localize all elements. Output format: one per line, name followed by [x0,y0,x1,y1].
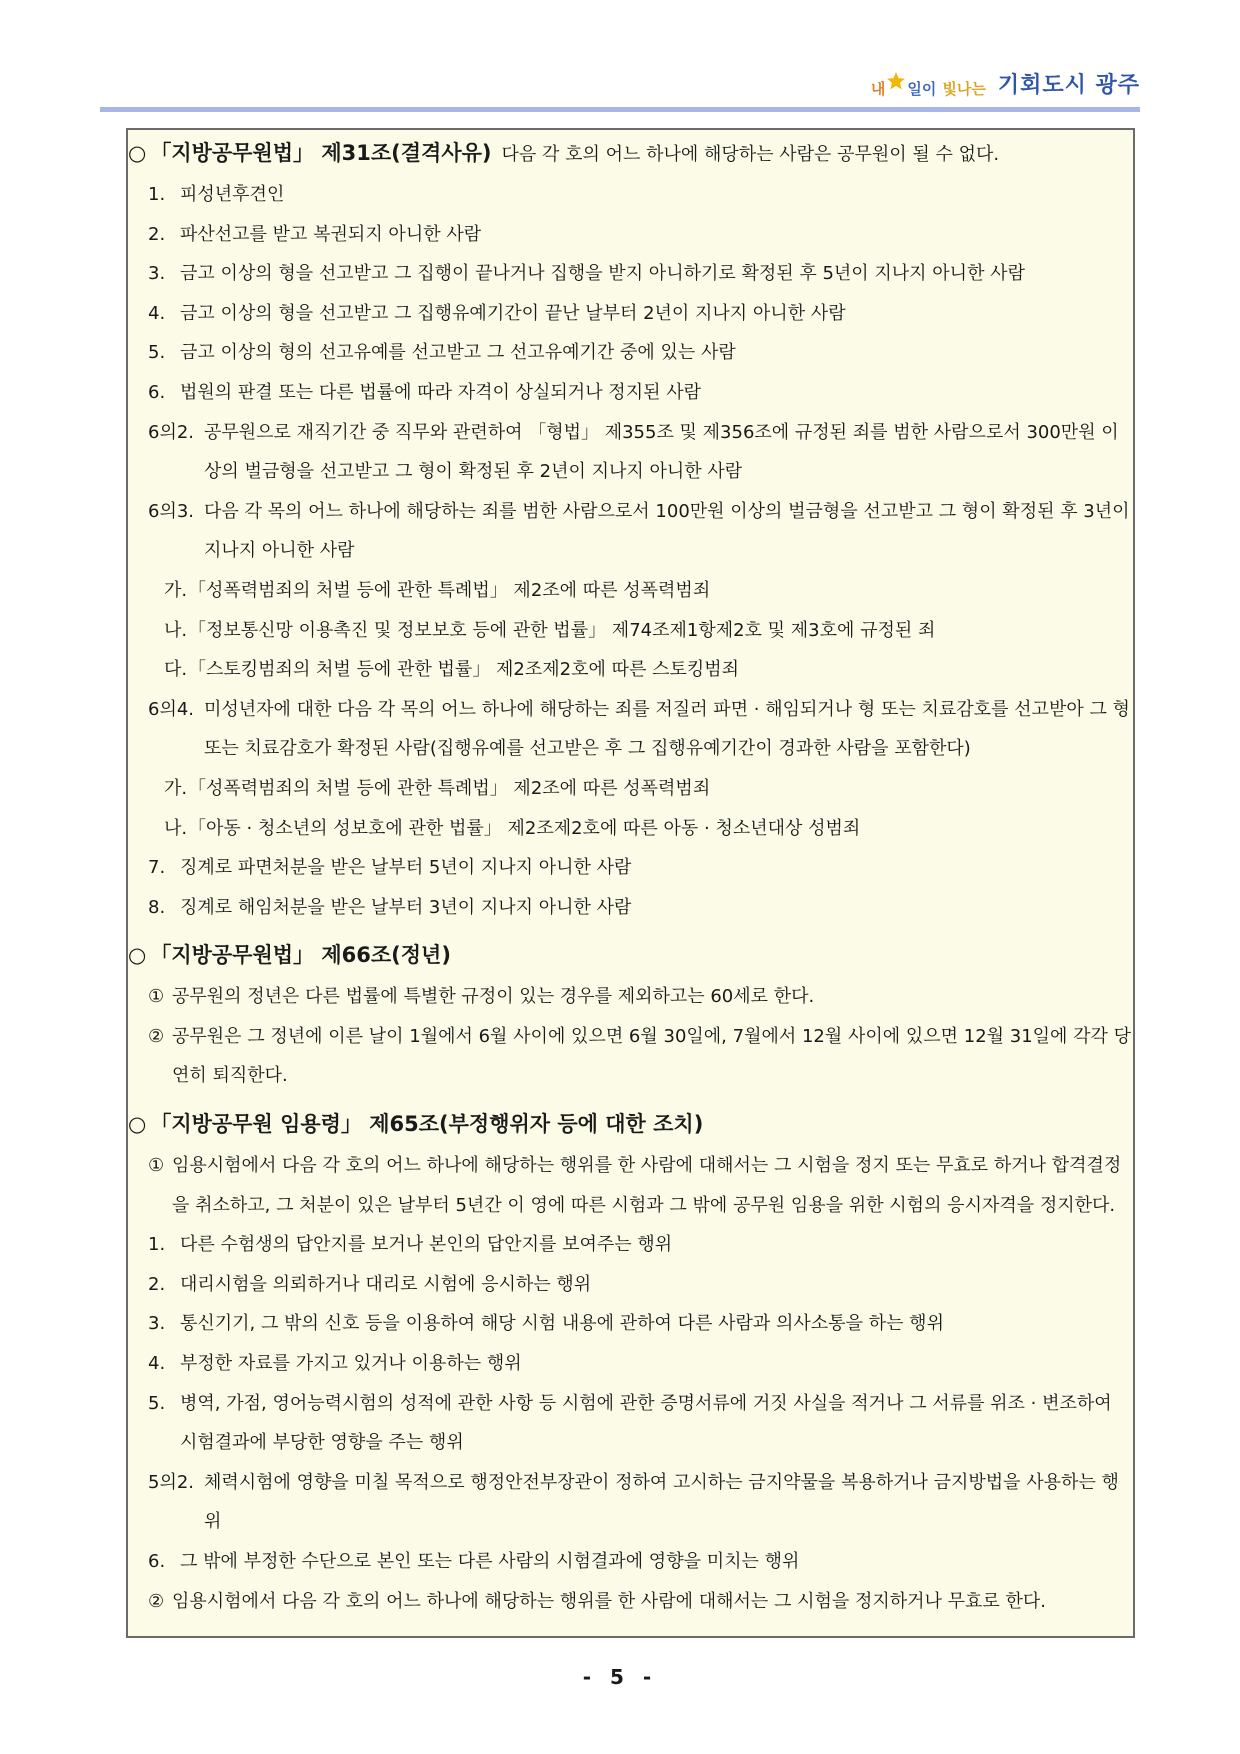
item-number: 1. [148,1234,166,1256]
item-number: 가. [164,579,188,601]
item-number: 가. [164,777,188,799]
item-text: 부정한 자료를 가지고 있거나 이용하는 행위 [180,1353,522,1375]
page-number: - 5 - [582,1665,658,1689]
star-icon [886,71,906,91]
item-text: 금고 이상의 형을 선고받고 그 집행유예기간이 끝난 날부터 2년이 지나지 아니한 사람 [180,302,846,324]
item-number: 1. [148,184,166,205]
item-number: 2. [148,223,166,245]
item-number: 나. [164,817,188,839]
list-item [128,1384,1134,1463]
item-number: ② [148,1590,165,1612]
list-item [128,690,1134,769]
list-item [128,1542,1134,1582]
item-text: 파산선고를 받고 복권되지 아니한 사람 [180,223,482,245]
item-number: 4. [148,302,166,324]
item-text: 다음 각 목의 어느 하나에 해당하는 죄를 범한 사람으로서 100만원 이상의 벌금형을 선고받고 그 형이 확정된 후 3년이 지나지 아니한 사람 [204,500,1130,562]
list-item [128,650,1134,690]
item-number: 5의2. [148,1471,195,1493]
slogan-part3: 빛나는 [942,80,986,98]
section-heading [128,135,1134,171]
section-3 [128,1106,1134,1621]
item-text: 징계로 해임처분을 받은 날부터 3년이 지나지 아니한 사람 [180,896,632,918]
bullet-circle-icon: ○ [128,141,147,165]
item-number: 5. [148,1392,166,1414]
list-item [128,888,1134,928]
section-title-tail: 다음 각 호의 어느 하나에 해당하는 사람은 공무원이 될 수 없다. [501,144,1000,165]
item-number: 7. [148,857,166,879]
list-item [128,809,1134,849]
list-item [128,1017,1134,1096]
slogan-part1: 내 [870,80,886,98]
item-number: 3. [148,263,166,285]
list-item [128,1582,1134,1622]
item-text: 미성년자에 대한 다음 각 목의 어느 하나에 해당하는 죄를 저질러 파면 · 해임되거나 형 또는 치료감호를 선고받아 그 형 또는 치료감호가 확정된 사람(집행유예를 선고받은 후 그 집행유예기간이 경과한 사람을 포함한다) [204,698,1130,760]
slogan [871,71,986,99]
item-number: 다. [164,659,188,681]
item-number: 6. [148,1551,166,1572]
section-title: 「지방공무원법」 제31조(결격사유) [150,141,492,165]
list-item [128,1304,1134,1344]
item-number: 6의4. [148,698,195,720]
section-heading [128,1106,1134,1142]
item-number: 6의2. [148,421,195,443]
item-text: 임용시험에서 다음 각 호의 어느 하나에 해당하는 행위를 한 사람에 대해서는 그 시험을 정지 또는 무효로 하거나 합격결정을 취소하고, 그 처분이 있은 날부터 5년간 이 영에 따른 시험과 그 밖에 공무원 임용을 위한 시험의 응시자격을 정지한다. [172,1155,1122,1216]
item-number: 4. [148,1353,166,1375]
item-text: 피성년후견인 [180,184,285,205]
item-number: 5. [148,342,166,364]
list-item [128,1146,1134,1225]
list-item [128,571,1134,611]
list-item [128,215,1134,255]
section-title: 「지방공무원 임용령」 제65조(부정행위자 등에 대한 조치) [150,1112,704,1137]
item-number: 3. [148,1313,166,1335]
item-number: ① [148,1155,165,1177]
item-number: 6. [148,381,166,403]
city-name: 기회도시 광주 [997,73,1140,98]
list-item [128,254,1134,294]
item-text: 법원의 판결 또는 다른 법률에 따라 자격이 상실되거나 정지된 사람 [180,381,701,403]
item-number: ① [148,986,165,1008]
header-logo [871,68,1140,99]
bullet-circle-icon: ○ [128,943,147,968]
item-text: 체력시험에 영향을 미칠 목적으로 행정안전부장관이 정하여 고시하는 금지약물을 복용하거나 금지방법을 사용하는 행위 [204,1471,1119,1533]
item-text: 「정보통신망 이용촉진 및 정보보호 등에 관한 법률」 제74조제1항제2호 및 제3호에 규정된 죄 [188,619,936,641]
list-item [128,977,1134,1017]
item-text: 징계로 파면처분을 받은 날부터 5년이 지나지 아니한 사람 [180,857,632,879]
item-text: 금고 이상의 형을 선고받고 그 집행이 끝나거나 집행을 받지 아니하기로 확정된 후 5년이 지나지 아니한 사람 [180,263,1025,285]
list-item [128,175,1134,215]
slogan-part2: 일이 [907,80,937,98]
item-text: 대리시험을 의뢰하거나 대리로 시험에 응시하는 행위 [180,1273,592,1295]
item-text: 「성폭력범죄의 처벌 등에 관한 특례법」 제2조에 따른 성폭력범죄 [188,579,711,601]
section-heading [128,937,1134,973]
item-text: 다른 수험생의 답안지를 보거나 본인의 답안지를 보여주는 행위 [180,1234,673,1256]
item-text: 「스토킹범죄의 처벌 등에 관한 법률」 제2조제2호에 따른 스토킹범죄 [188,659,740,681]
section-title: 「지방공무원법」 제66조(정년) [150,943,451,968]
item-text: 그 밖에 부정한 수단으로 본인 또는 다른 사람의 시험결과에 영향을 미치는 행위 [180,1551,800,1572]
section-2 [128,937,1134,1096]
list-item [128,1225,1134,1265]
list-item [128,373,1134,413]
item-number: 6의3. [148,500,195,522]
list-item [128,848,1134,888]
item-text: 병역, 가점, 영어능력시험의 성적에 관한 사항 등 시험에 관한 증명서류에 거짓 사실을 적거나 그 서류를 위조 · 변조하여 시험결과에 부당한 영향을 주는 행위 [180,1392,1112,1454]
item-number: ② [148,1025,165,1047]
item-text: 통신기기, 그 밖의 신호 등을 이용하여 해당 시험 내용에 관하여 다른 사람과 의사소통을 하는 행위 [180,1313,944,1335]
list-item [128,769,1134,809]
item-text: 「성폭력범죄의 처벌 등에 관한 특례법」 제2조에 따른 성폭력범죄 [188,777,711,799]
item-number: 2. [148,1273,166,1295]
list-item [128,1344,1134,1384]
item-text: 공무원은 그 정년에 이른 날이 1월에서 6월 사이에 있으면 6월 30일에, 7월에서 12월 사이에 있으면 12월 31일에 각각 당연히 퇴직한다. [172,1025,1132,1087]
item-number: 나. [164,619,188,641]
item-text: 임용시험에서 다음 각 호의 어느 하나에 해당하는 행위를 한 사람에 대해서는 그 시험을 정지하거나 무효로 한다. [172,1590,1047,1612]
list-item [128,333,1134,373]
list-item [128,294,1134,334]
document-content [128,135,1134,1621]
list-item [128,611,1134,651]
item-text: 공무원으로 재직기간 중 직무와 관련하여 「형법」 제355조 및 제356조에 규정된 죄를 범한 사람으로서 300만원 이상의 벌금형을 선고받고 그 형이 확정된 후 2년이 지나지 아니한 사람 [204,421,1119,483]
item-text: 금고 이상의 형의 선고유예를 선고받고 그 선고유예기간 중에 있는 사람 [180,342,736,364]
item-text: 「아동 · 청소년의 성보호에 관한 법률」 제2조제2호에 따른 아동 · 청소년대상 성범죄 [188,817,861,839]
list-item [128,1265,1134,1305]
list-item [128,1463,1134,1542]
list-item [128,413,1134,492]
header-rule [100,107,1140,112]
section-1 [128,135,1134,927]
list-item [128,492,1134,571]
item-number: 8. [148,896,166,918]
item-text: 공무원의 정년은 다른 법률에 특별한 규정이 있는 경우를 제외하고는 60세로 한다. [172,986,815,1008]
bullet-circle-icon: ○ [128,1112,147,1137]
